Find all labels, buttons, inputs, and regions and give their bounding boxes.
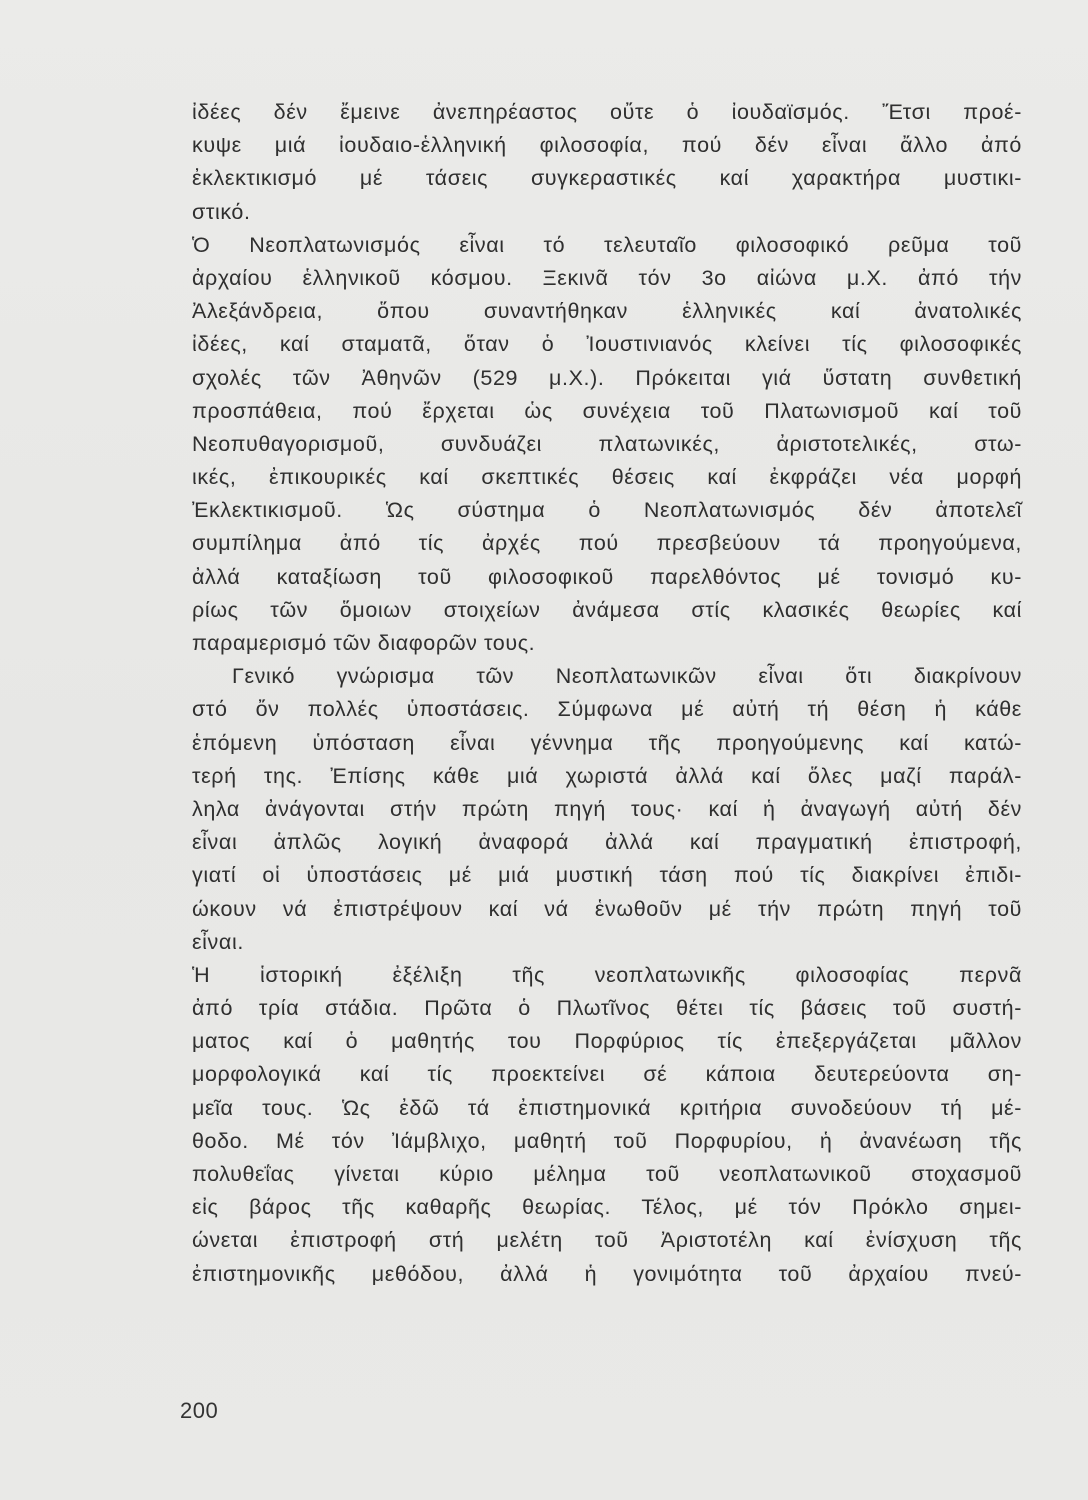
body-text (192, 96, 1022, 1291)
text-line: συμπίλημα ἀπό τίς ἀρχές πού πρεσβεύουν τά προηγούμενα, (192, 531, 1022, 556)
text-line: ώνεται ἐπιστροφή στή μελέτη τοῦ Ἀριστοτέλη καί ἐνίσχυση τῆς (192, 1228, 1022, 1253)
text-line: εἶναι. (192, 929, 244, 954)
text-line: ώκουν νά ἐπιστρέψουν καί νά ἑνωθοῦν μέ τήν πρώτη πηγή τοῦ (192, 896, 1022, 921)
text-line: ἀπό τρία στάδια. Πρῶτα ὁ Πλωτῖνος θέτει τίς βάσεις τοῦ συστή- (192, 996, 1022, 1021)
text-line: μεῖα τους. Ὡς ἐδῶ τά ἐπιστημονικά κριτήρια συνοδεύουν τή μέ- (192, 1095, 1022, 1120)
text-line: μορφολογικά καί τίς προεκτείνει σέ κάποια δευτερεύοντα ση- (192, 1062, 1022, 1087)
text-line: Νεοπυθαγορισμοῦ, συνδυάζει πλατωνικές, ἀριστοτελικές, στω- (192, 431, 1022, 456)
text-line: ληλα ἀνάγονται στήν πρώτη πηγή τους· καί ἡ ἀναγωγή αὐτή δέν (192, 796, 1022, 821)
text-line: ἀρχαίου ἑλληνικοῦ κόσμου. Ξεκινᾶ τόν 3ο αἰώνα μ.Χ. ἀπό τήν (192, 265, 1022, 290)
page-number: 200 (180, 1398, 219, 1423)
text-line: εἰς βάρος τῆς καθαρῆς θεωρίας. Τέλος, μέ τόν Πρόκλο σημει- (192, 1195, 1022, 1220)
text-line: ματος καί ὁ μαθητής του Πορφύριος τίς ἐπεξεργάζεται μᾶλλον (192, 1029, 1022, 1054)
text-line: Ἀλεξάνδρεια, ὅπου συναντήθηκαν ἑλληνικές καί ἀνατολικές (192, 299, 1022, 324)
text-line: ἑπόμενη ὑπόσταση εἶναι γέννημα τῆς προηγούμενης καί κατώ- (192, 730, 1022, 755)
text-line: ἀλλά καταξίωση τοῦ φιλοσοφικοῦ παρελθόντος μέ τονισμό κυ- (192, 564, 1022, 589)
text-line: Γενικό γνώρισμα τῶν Νεοπλατωνικῶν εἶναι ὅτι διακρίνουν (232, 664, 1022, 689)
text-line: στό ὄν πολλές ὑποστάσεις. Σύμφωνα μέ αὐτή τή θέση ἡ κάθε (192, 697, 1022, 722)
text-line: τερή της. Ἐπίσης κάθε μιά χωριστά ἀλλά καί ὅλες μαζί παράλ- (192, 763, 1022, 788)
text-line: ἐπιστημονικῆς μεθόδου, ἀλλά ἡ γονιμότητα τοῦ ἀρχαίου πνεύ- (192, 1261, 1022, 1286)
text-line: ρίως τῶν ὅμοιων στοιχείων ἀνάμεσα στίς κλασικές θεωρίες καί (192, 597, 1022, 622)
text-line: στικό. (192, 199, 251, 224)
text-line: Ὁ Νεοπλατωνισμός εἶναι τό τελευταῖο φιλοσοφικό ρεῦμα τοῦ (192, 232, 1022, 257)
text-line: ἰδέες, καί σταματᾶ, ὅταν ὁ Ἰουστινιανός κλείνει τίς φιλοσοφικές (192, 332, 1022, 357)
text-line: Ἐκλεκτικισμοῦ. Ὡς σύστημα ὁ Νεοπλατωνισμός δέν ἀποτελεῖ (192, 498, 1022, 523)
text-line: εἶναι ἁπλῶς λογική ἀναφορά ἀλλά καί πραγματική ἐπιστροφή, (192, 830, 1022, 855)
text-line: προσπάθεια, πού ἔρχεται ὡς συνέχεια τοῦ Πλατωνισμοῦ καί τοῦ (192, 398, 1022, 423)
text-line: παραμερισμό τῶν διαφορῶν τους. (192, 631, 536, 655)
text-line: γιατί οἱ ὑποστάσεις μέ μιά μυστική τάση πού τίς διακρίνει ἐπιδι- (192, 863, 1022, 888)
text-line: θοδο. Μέ τόν Ἰάμβλιχο, μαθητή τοῦ Πορφυρίου, ἡ ἀνανέωση τῆς (192, 1128, 1022, 1153)
text-line: ικές, ἐπικουρικές καί σκεπτικές θέσεις καί ἐκφράζει νέα μορφή (192, 465, 1022, 490)
text-line: Ἡ ἱστορική ἐξέλιξη τῆς νεοπλατωνικῆς φιλοσοφίας περνᾶ (192, 962, 1022, 987)
text-line: ἐκλεκτικισμό μέ τάσεις συγκεραστικές καί χαρακτήρα μυστικι- (192, 166, 1022, 191)
text-line: σχολές τῶν Ἀθηνῶν (529 μ.Χ.). Πρόκειται γιά ὕστατη συνθετική (192, 365, 1022, 390)
text-line: κυψε μιά ἰουδαιο-ἑλληνική φιλοσοφία, πού δέν εἶναι ἄλλο ἀπό (192, 133, 1022, 158)
text-line: ἰδέες δέν ἔμεινε ἀνεπηρέαστος οὔτε ὁ ἰουδαϊσμός. Ἔτσι προέ- (192, 100, 1022, 124)
text-line: πολυθεΐας γίνεται κύριο μέλημα τοῦ νεοπλατωνικοῦ στοχασμοῦ (192, 1162, 1022, 1186)
